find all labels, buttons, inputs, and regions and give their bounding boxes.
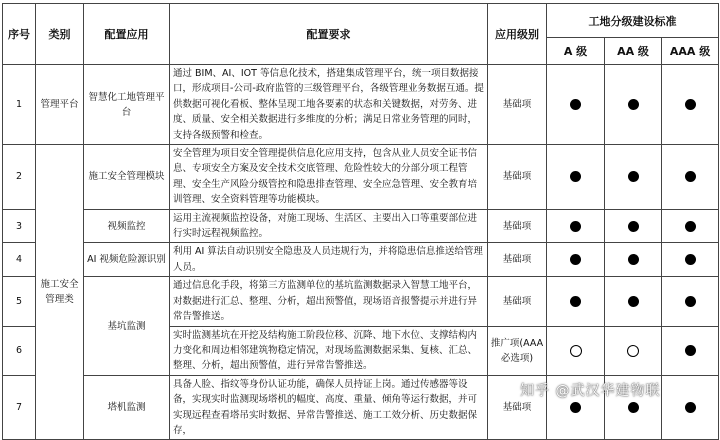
filled-circle-icon xyxy=(570,402,581,413)
filled-circle-icon xyxy=(685,345,696,356)
filled-circle-icon xyxy=(685,171,696,182)
level-cell: 推广项(AAA 必选项) xyxy=(488,326,547,375)
header-grade-aa: AA 级 xyxy=(605,38,662,65)
grade-aaa-mark xyxy=(662,209,719,243)
header-row xyxy=(3,4,719,38)
requirement-cell: 具备人脸、指纹等身份认证功能，确保人员持证上岗。通过传感器等设备，实现实时监测现场塔机的幅度、高度、重量、倾角等运行数据，并可实现远程查看塔吊实时数据、异常告警推送、施工工效分析、历史数据保存， xyxy=(170,375,488,440)
open-circle-icon xyxy=(570,345,582,357)
level-cell: 基础项 xyxy=(488,145,547,210)
filled-circle-icon xyxy=(570,99,581,110)
grade-a-mark xyxy=(547,277,605,326)
filled-circle-icon xyxy=(685,99,696,110)
grade-aa-mark xyxy=(605,145,662,210)
grade-aaa-mark xyxy=(662,145,719,210)
table-row xyxy=(3,65,719,145)
level-cell: 基础项 xyxy=(488,277,547,326)
row-index: 1 xyxy=(3,65,36,145)
grade-aaa-mark xyxy=(662,243,719,277)
category-cell: 施工安全管理类 xyxy=(36,145,84,440)
row-index: 4 xyxy=(3,243,36,277)
filled-circle-icon xyxy=(685,296,696,307)
requirement-cell: 利用 AI 算法自动识别安全隐患及人员违规行为，并将隐患信息推送给管理人员。 xyxy=(170,243,488,277)
grade-a-mark xyxy=(547,326,605,375)
standards-table xyxy=(2,3,719,440)
grade-aaa-mark xyxy=(662,375,719,440)
header-index: 序号 xyxy=(3,4,36,65)
requirement-cell: 运用主流视频监控设备，对施工现场、生活区、主要出入口等重要部位进行实时远程视频监控。 xyxy=(170,209,488,243)
application-cell: 施工安全管理模块 xyxy=(84,145,170,210)
filled-circle-icon xyxy=(570,171,581,182)
application-cell: 智慧化工地管理平台 xyxy=(84,65,170,145)
header-requirement: 配置要求 xyxy=(170,4,488,65)
header-grade-aaa: AAA 级 xyxy=(662,38,719,65)
category-cell: 管理平台 xyxy=(36,65,84,145)
filled-circle-icon xyxy=(685,402,696,413)
application-cell: 塔机监测 xyxy=(84,375,170,440)
row-index: 7 xyxy=(3,375,36,440)
filled-circle-icon xyxy=(685,254,696,265)
filled-circle-icon xyxy=(628,296,639,307)
table-row xyxy=(3,145,719,210)
grade-aa-mark xyxy=(605,326,662,375)
table-row xyxy=(3,243,719,277)
application-cell: AI 视频危险源识别 xyxy=(84,243,170,277)
row-index: 3 xyxy=(3,209,36,243)
filled-circle-icon xyxy=(628,254,639,265)
row-index: 6 xyxy=(3,326,36,375)
filled-circle-icon xyxy=(628,221,639,232)
grade-a-mark xyxy=(547,243,605,277)
header-grade-a: A 级 xyxy=(547,38,605,65)
requirement-cell: 通过 BIM、AI、IOT 等信息化技术，搭建集成管理平台，统一项目数据接口，形成项目-公司-政府监管的三级管理平台，各级管理业务数据互通。提供数据可视化看板、整体呈现工地各要素的状态和关键数据，对劳务、进度、质量、安全相关数据进行多维度的分析；满足日常业务管理的同时，支持各级预警和检查。 xyxy=(170,65,488,145)
filled-circle-icon xyxy=(570,296,581,307)
header-category: 类别 xyxy=(36,4,84,65)
grade-aaa-mark xyxy=(662,277,719,326)
grade-aa-mark xyxy=(605,243,662,277)
filled-circle-icon xyxy=(628,171,639,182)
grade-aaa-mark xyxy=(662,65,719,145)
level-cell: 基础项 xyxy=(488,209,547,243)
level-cell: 基础项 xyxy=(488,65,547,145)
grade-aa-mark xyxy=(605,65,662,145)
grade-a-mark xyxy=(547,209,605,243)
requirement-cell: 通过信息化手段，将第三方监测单位的基坑监测数据录入智慧工地平台，对数据进行汇总、整理、分析，超出预警值，现场语音报警提示并进行异常告警推送。 xyxy=(170,277,488,326)
table-row xyxy=(3,277,719,326)
open-circle-icon xyxy=(627,345,639,357)
grade-aa-mark xyxy=(605,209,662,243)
application-cell: 视频监控 xyxy=(84,209,170,243)
filled-circle-icon xyxy=(628,402,639,413)
watermark: 知乎 @武汉华建物联 xyxy=(520,383,661,399)
filled-circle-icon xyxy=(570,254,581,265)
table-row xyxy=(3,209,719,243)
requirement-cell: 安全管理为项目安全管理提供信息化应用支持，包含从业人员安全证书信息、专项安全方案及安全技术交底管理、危险性较大的分部分项工程管理、安全生产风险分级管控和隐患排查管理、安全应急管理、安全教育培训管理、安全资料管理等功能模块。 xyxy=(170,145,488,210)
header-level: 应用级别 xyxy=(488,4,547,65)
grade-aaa-mark xyxy=(662,326,719,375)
level-cell: 基础项 xyxy=(488,243,547,277)
requirement-cell: 实时监测基坑在开挖及结构施工阶段位移、沉降、地下水位、支撑结构内力变化和周边相邻建筑物稳定情况，对现场监测数据采集、复核、汇总、整理、分析，超出预警值，进行异常告警推送。 xyxy=(170,326,488,375)
header-standard: 工地分级建设标准 xyxy=(547,4,719,38)
grade-a-mark xyxy=(547,145,605,210)
filled-circle-icon xyxy=(628,99,639,110)
grade-aa-mark xyxy=(605,277,662,326)
application-cell: 基坑监测 xyxy=(84,277,170,375)
grade-a-mark xyxy=(547,65,605,145)
row-index: 2 xyxy=(3,145,36,210)
filled-circle-icon xyxy=(685,221,696,232)
level-cell: 基础项 xyxy=(488,375,547,440)
filled-circle-icon xyxy=(570,221,581,232)
header-application: 配置应用 xyxy=(84,4,170,65)
row-index: 5 xyxy=(3,277,36,326)
